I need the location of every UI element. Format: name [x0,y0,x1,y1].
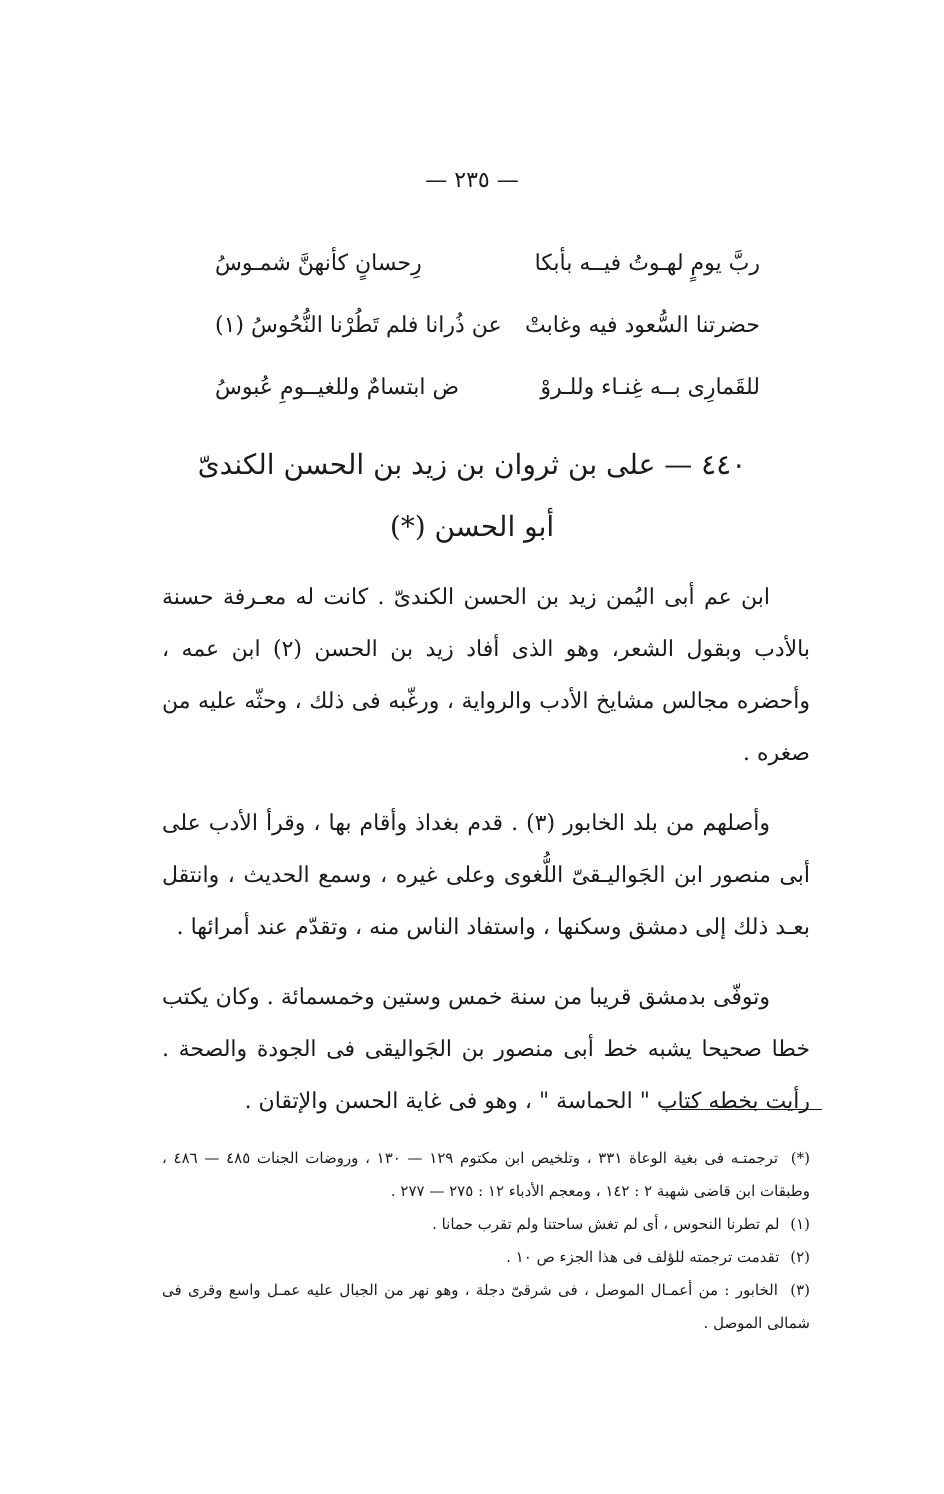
entry-heading: ٤٤٠ — على بن ثروان بن زيد بن الحسن الكندىّ [197,448,747,481]
entry-body [162,572,810,1146]
body-paragraph: ابن عم أبى اليُمن زيد بن الحسن الكندىّ . كانت له معـرفة حسنة بالأدب وبقول الشعر، وهو الذى أفاد زيد بن الحسن (٢) ابن عمه ، وأحضره مجالس مشايخ الأدب والرواية ، ورغّبه فى ذلك ، وحثّه عليه من صغره . [162,585,810,766]
footnote-marker: (٣) [790,1281,810,1299]
verse-first-hemistich: حضرتنا السُّعود فيه وغابتْ [525,312,760,338]
verse-second-hemistich: عن ذُرانا فلم تَطُرْنا النُّحُوسُ (١) [215,312,502,338]
poem-verse [215,232,760,294]
footnote-text: لم تطرنا النحوس ، أى لم تغش ساحتنا ولم تقرب حمانا . [432,1215,780,1233]
footnote-text: ترجمتـه فى بغية الوعاة ٣٣١ ، وتلخيص ابن مكتوم ١٢٩ — ١٣٠ ، وروضات الجنات ٤٨٥ — ٤٨٦ ، وطبقات ابن قاضى شهبة ٢ : ١٤٢ ، ومعجم الأدباء ١٢ : ٢٧٥ — ٢٧٧ . [162,1149,810,1200]
body-paragraph: وأصلهم من بلد الخابور (٣) . قدم بغداذ وأقام بها ، وقرأ الأدب على أبى منصور ابن الجَواليـقىّ اللُّغوى وعلى غيره ، وسمع الحديث ، وانتقل بعـد ذلك إلى دمشق وسكنها ، واستفاد الناس منه ، وتقدّم عند أمرائها . [162,811,810,940]
verse-first-hemistich: للقَمارِى بــه غِنـاء وللـروْ [540,374,760,400]
entry-kunya: أبو الحسن (*) [389,510,555,543]
footnote-text: الخابور : من أعمـال الموصل ، فى شرقىّ دجلة ، وهو نهر من الجبال عليه عمـل واسع وقرى فى شمالى الموصل . [162,1281,810,1332]
verse-second-hemistich: رِحسانٍ كأنهنَّ شمـوسُ [215,250,422,276]
body-paragraph: وتوفّى بدمشق قريبا من سنة خمس وستين وخمسمائة . وكان يكتب خطا صحيحا يشبه خط أبى منصور بن الجَواليقى فى الجودة والصحة . رأيت بخطه كتاب " الحماسة " ، وهو فى غاية الحسن والإتقان . [162,985,810,1114]
footnote-marker: (٢) [790,1248,810,1266]
poem-verse [215,294,760,356]
footnote [162,1142,810,1208]
verse-first-hemistich: ربَّ يومٍ لهـوتُ فيــه بأبكا [534,250,760,276]
footnote-marker: (*) [790,1149,810,1167]
poem [215,232,760,418]
footnote [162,1274,810,1340]
poem-verse [215,356,760,418]
footnote [162,1241,810,1274]
footnote-text: تقدمت ترجمته للؤلف فى هذا الجزء ص ١٠ . [506,1248,780,1266]
verse-second-hemistich: ض ابتسامٌ وللغيــومِ عُبوسُ [215,374,460,400]
footnote-divider [662,1109,822,1110]
footnote-marker: (١) [790,1215,810,1233]
page-number: — ٢٣٥ — [425,168,519,193]
footnote [162,1208,810,1241]
footnotes [162,1142,810,1340]
